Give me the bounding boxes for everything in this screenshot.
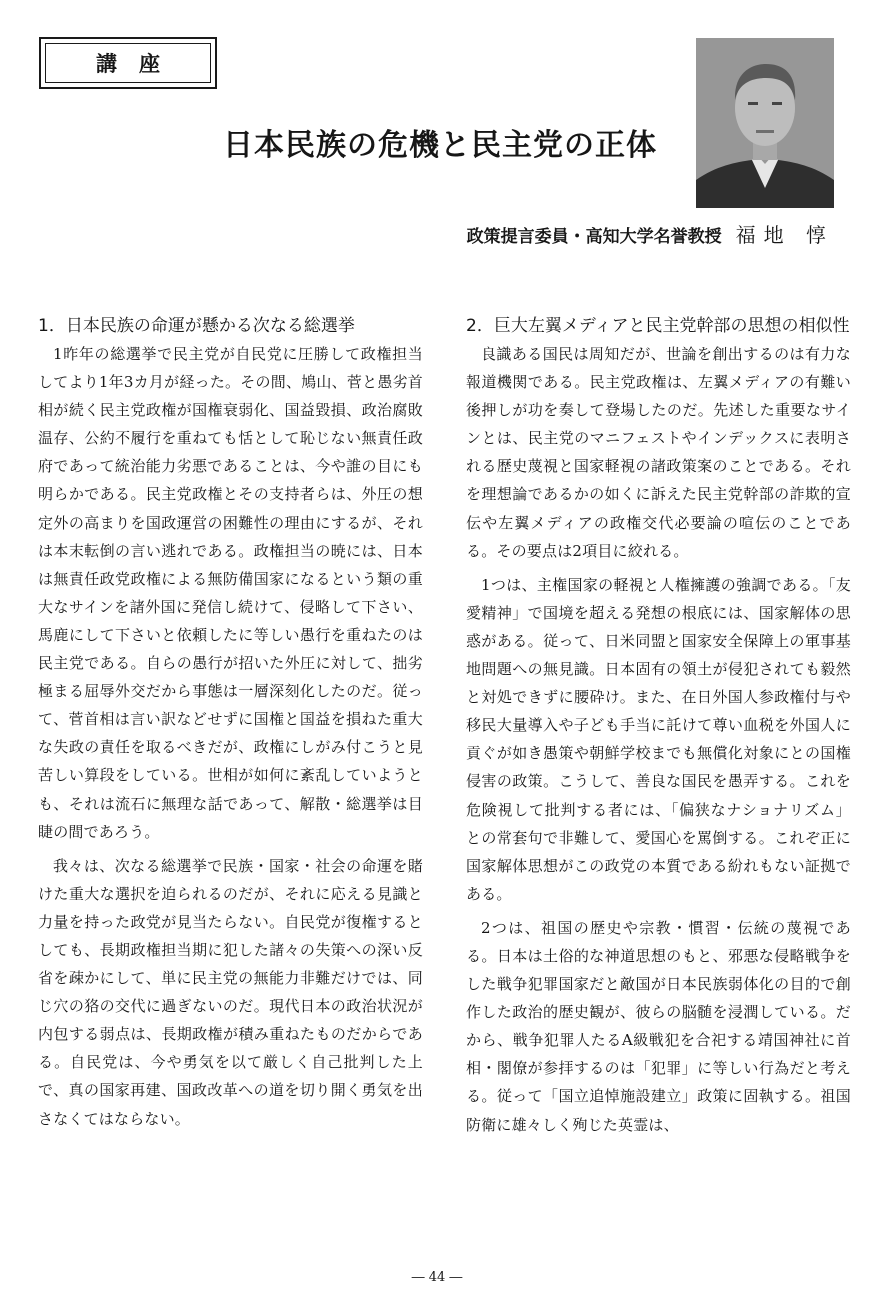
section-2-heading: 2．巨大左翼メディアと民主党幹部の思想の相似性 [466,316,850,336]
author-role: 政策提言委員・高知大学名誉教授 [466,227,722,247]
section-2-paragraph-3: 2つは、祖国の歴史や宗教・慣習・伝統の蔑視である。日本は土俗的な神道思想のもと、邪悪な侵略戦争をした戦争犯罪国家だと敵国が日本民族弱体化の目的で創作した政治的歴史観が、彼らの脳髄を浸潤している。だから、戦争犯罪人たるA級戦犯を合祀する靖国神社に首相・閣僚が参拝するのは「犯罪」に等しい行為だと考える。従って「国立追悼施設建立」政策に固執する。祖国防衛に雄々しく殉じた英霊は、 [466,918,851,1134]
section-1-paragraph-1: 1昨年の総選挙で民主党が自民党に圧勝して政権担当してより1年3カ月が経った。その間、鳩山、菅と愚劣首相が続く民主党政権が国権衰弱化、国益毀損、政治腐敗温存、公約不履行を重ねても恬として恥じない無責任政府であって統治能力劣悪であることは、今や誰の目にも明らかである。民主党政権とその支持者らは、外圧の想定外の高まりを国政運営の困難性の理由にするが、それは本末転倒の言い逃れである。政権担当の暁には、日本は無責任政党政権による無防備国家になるという類の重大なサインを諸外国に発信し続けて、侵略して下さい、馬鹿にして下さいと依頼したに等しい愚行を重ねたのは民主党である。自らの愚行が招いた外圧に対して、拙劣極まる屈辱外交だから事態は一層深刻化したのだ。従って、菅首相は言い訳などせずに国権と国益を損ねた重大な失政の責任を取るべきだが、政権にしがみ付こうと見苦しい算段をしている。世相が如何に紊乱していようとも、それは流石に無理な話であって、解散・総選挙は目睫の間であろう。 [38,345,423,841]
author-photo [696,38,834,208]
author-name: 福地 惇 [735,223,834,247]
left-column [38,312,423,1133]
article-title: 日本民族の危機と民主党の正体 [223,128,657,163]
section-badge-label: 講座 [45,43,211,83]
section-badge [39,37,217,89]
section-1-paragraph-2: 我々は、次なる総選挙で民族・国家・社会の命運を賭けた重大な選択を迫られるのだが、それに応える見識と力量を持った政党が見当たらない。自民党が復権するとしても、長期政権担当期に犯した諸々の失策への深い反省を疎かにして、単に民主党の無能力非難だけでは、同じ穴の狢の交代に過ぎないのだ。現代日本の政治状況が内包する弱点は、長期政権が積み重ねたものだからである。自民党は、今や勇気を以て厳しく自己批判した上で、真の国家再建、国政改革への道を切り開く勇気を出さなくてはならない。 [38,856,423,1128]
page-number: ― 44 ― [411,1270,463,1285]
section-2-paragraph-1: 良識ある国民は周知だが、世論を創出するのは有力な報道機関である。民主党政権は、左翼メディアの有難い後押しが功を奏して登場したのだ。先述した重要なサインとは、民主党のマニフェストやインデックスに表明される歴史蔑視と国家軽視の諸政策案のことである。それを理想論であるかの如くに訴えた民主党幹部の詐欺的宣伝や左翼メディアの政権交代必要論の喧伝のことである。その要点は2項目に絞れる。 [466,345,851,560]
right-column [466,312,851,1139]
author-byline [467,219,834,248]
section-2-paragraph-2: 1つは、主権国家の軽視と人権擁護の強調である。「友愛精神」で国境を超える発想の根底には、国家解体の思惑がある。従って、日米同盟と国家安全保障上の軍事基地問題への無見識。日本固有の領土が侵犯されても毅然と対処できずに腰砕け。また、在日外国人参政権付与や移民大量導入や子ども手当に託けて尊い血税を外国人に貢ぐが如き愚策や朝鮮学校までも無償化対象にとの国権侵害の政策。こうして、善良な国民を愚弄する。これを危険視して批判する者には、「偏狭なナショナリズム」との常套句で非難して、愛国心を罵倒する。これぞ正に国家解体思想がこの政党の本質である紛れもない証拠である。 [466,575,851,903]
section-1-heading: 1．日本民族の命運が懸かる次なる総選挙 [38,316,355,336]
